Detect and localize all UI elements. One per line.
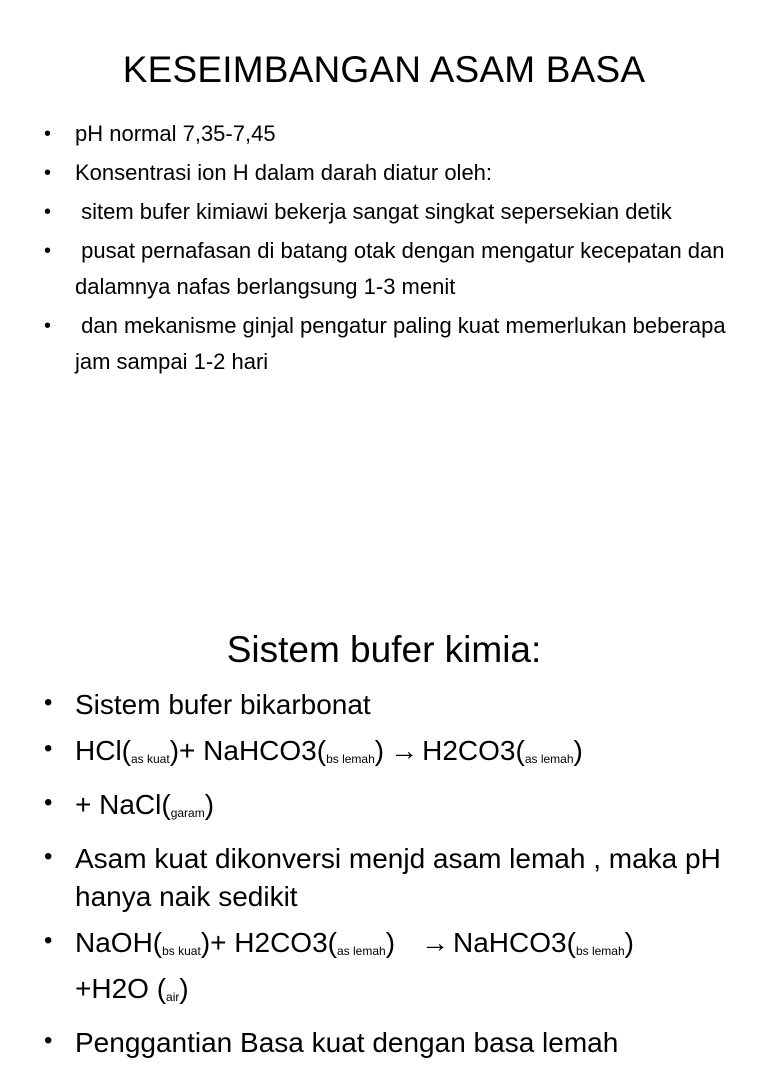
formula-text: ) bbox=[573, 735, 583, 766]
bullet-icon: • bbox=[44, 789, 53, 816]
subscript-label: as lemah bbox=[524, 752, 574, 766]
subscript-label: air bbox=[166, 990, 180, 1004]
formula-text: ) bbox=[204, 789, 215, 820]
formula-text: HCl( bbox=[75, 735, 131, 766]
reaction-nacl bbox=[75, 789, 214, 820]
list-item bbox=[44, 116, 744, 152]
formula-text: ) bbox=[374, 735, 385, 766]
slide-title: KESEIMBANGAN ASAM BASA bbox=[122, 49, 646, 90]
formula-text: H2CO3( bbox=[422, 735, 525, 766]
reaction-hcl bbox=[75, 735, 583, 766]
formula-text: ) bbox=[385, 927, 396, 958]
bullet-icon: • bbox=[44, 843, 53, 870]
bullet-list bbox=[44, 116, 744, 383]
formula-text: NaHCO3( bbox=[453, 927, 576, 958]
arrow-right-icon: → bbox=[421, 927, 450, 958]
formula-text: )+ NaHCO3( bbox=[169, 735, 327, 766]
formula-text: ) bbox=[624, 927, 634, 958]
reaction-naoh bbox=[75, 927, 634, 1004]
bullet-icon: • bbox=[44, 240, 52, 262]
bullet-icon: • bbox=[44, 123, 52, 145]
bullet-icon: • bbox=[44, 927, 53, 954]
list-item-text: Konsentrasi ion H dalam darah diatur oleh: bbox=[75, 160, 493, 185]
list-item-text: Penggantian Basa kuat dengan basa lemah bbox=[75, 1027, 619, 1058]
bullet-icon: • bbox=[44, 1027, 53, 1054]
list-item bbox=[44, 194, 744, 230]
slide-sistem-bufer-kimia bbox=[0, 512, 768, 1058]
list-item-text: Asam kuat dikonversi menjd asam lemah , maka pH hanya naik sedikit bbox=[75, 843, 721, 912]
bullet-icon: • bbox=[44, 201, 52, 223]
slide-title: Sistem bufer kimia: bbox=[226, 629, 542, 670]
list-item bbox=[44, 732, 744, 778]
formula-text: )+ H2CO3( bbox=[200, 927, 337, 958]
subscript-label: bs lemah bbox=[326, 752, 375, 766]
formula-text: +H2O ( bbox=[75, 973, 167, 1004]
formula-text: + NaCl( bbox=[75, 789, 171, 820]
subscript-label: bs lemah bbox=[575, 944, 625, 958]
list-item bbox=[44, 786, 744, 832]
formula-text: ) bbox=[179, 973, 189, 1004]
list-item bbox=[44, 686, 744, 724]
subscript-label: bs kuat bbox=[162, 944, 201, 958]
list-item bbox=[44, 1024, 744, 1062]
list-item bbox=[44, 233, 744, 305]
formula-text: NaOH( bbox=[75, 927, 163, 958]
arrow-right-icon: → bbox=[390, 735, 419, 766]
list-item-text: sitem bufer kimiawi bekerja sangat singkat sepersekian detik bbox=[75, 199, 672, 224]
list-item bbox=[44, 924, 744, 1016]
bullet-icon: • bbox=[44, 689, 53, 716]
list-item bbox=[44, 155, 744, 191]
list-item bbox=[44, 840, 744, 916]
list-item-text: pH normal 7,35-7,45 bbox=[75, 121, 276, 146]
bullet-icon: • bbox=[44, 315, 52, 337]
bullet-icon: • bbox=[44, 162, 52, 184]
subscript-label: garam bbox=[170, 806, 205, 820]
list-item bbox=[44, 308, 744, 380]
list-item-text: pusat pernafasan di batang otak dengan mengatur kecepatan dan dalamnya nafas berlangsung 1-3 menit bbox=[75, 238, 731, 299]
slide-keseimbangan-asam-basa bbox=[0, 0, 768, 512]
list-item-text: dan mekanisme ginjal pengatur paling kuat memerlukan beberapa jam sampai 1-2 hari bbox=[75, 313, 732, 374]
list-item-text: Sistem bufer bikarbonat bbox=[75, 689, 371, 720]
subscript-label: as lemah bbox=[336, 944, 386, 958]
subscript-label: as kuat bbox=[131, 752, 170, 766]
bullet-icon: • bbox=[44, 735, 53, 762]
bullet-list bbox=[44, 686, 744, 1070]
